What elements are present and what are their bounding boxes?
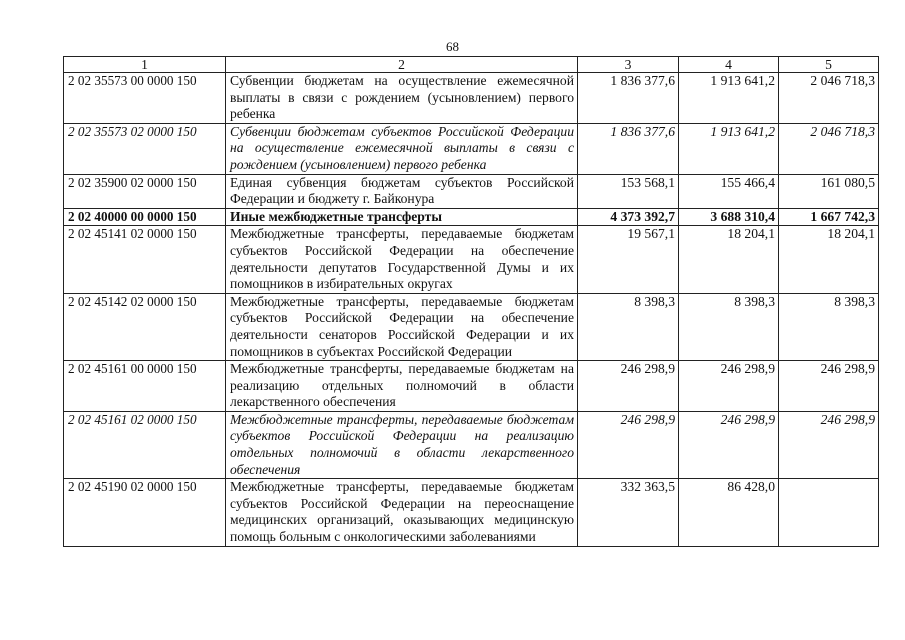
value-col-5: 246 298,9: [779, 411, 879, 478]
table-row: [64, 293, 879, 360]
column-header-value-5: 5: [779, 57, 879, 73]
value-col-5: 18 204,1: [779, 226, 879, 293]
budget-code: 2 02 40000 00 0000 150: [64, 208, 226, 226]
table-row: [64, 208, 879, 226]
value-col-4: 246 298,9: [679, 361, 779, 412]
value-col-5: 2 046 718,3: [779, 73, 879, 124]
page-number: 68: [446, 39, 459, 54]
value-col-4: 155 466,4: [679, 174, 779, 208]
description: Межбюджетные трансферты, передаваемые бюджетам субъектов Российской Федерации на реализацию отдельных полномочий в области лекарственного обеспечения: [226, 411, 578, 478]
description: Межбюджетные трансферты, передаваемые бюджетам субъектов Российской Федерации на обеспечение деятельности сенаторов Российской Федерации и их помощников в субъектах Российской Федерации: [226, 293, 578, 360]
value-col-3: 1 836 377,6: [578, 123, 679, 174]
budget-code: 2 02 45161 00 0000 150: [64, 361, 226, 412]
value-col-3: 19 567,1: [578, 226, 679, 293]
budget-code: 2 02 35573 02 0000 150: [64, 123, 226, 174]
description: Межбюджетные трансферты, передаваемые бюджетам субъектов Российской Федерации на обеспечение деятельности депутатов Государственной Думы и их помощников в избирательных округах: [226, 226, 578, 293]
table-row: [64, 479, 879, 546]
value-col-4: 1 913 641,2: [679, 123, 779, 174]
table-row: [64, 226, 879, 293]
value-col-5: 246 298,9: [779, 361, 879, 412]
value-col-3: 332 363,5: [578, 479, 679, 546]
budget-code: 2 02 45142 02 0000 150: [64, 293, 226, 360]
value-col-5: 2 046 718,3: [779, 123, 879, 174]
budget-code: 2 02 35573 00 0000 150: [64, 73, 226, 124]
column-number-row: [64, 57, 879, 73]
value-col-4: 3 688 310,4: [679, 208, 779, 226]
value-col-5: 8 398,3: [779, 293, 879, 360]
value-col-3: 246 298,9: [578, 361, 679, 412]
column-header-description: 2: [226, 57, 578, 73]
column-header-code: 1: [64, 57, 226, 73]
value-col-3: 246 298,9: [578, 411, 679, 478]
value-col-4: 1 913 641,2: [679, 73, 779, 124]
table-row: [64, 411, 879, 478]
description: Субвенции бюджетам субъектов Российской Федерации на осуществление ежемесячной выплаты в связи с рождением (усыновлением) первого ребенка: [226, 123, 578, 174]
description: Иные межбюджетные трансферты: [226, 208, 578, 226]
value-col-5: 161 080,5: [779, 174, 879, 208]
description: Межбюджетные трансферты, передаваемые бюджетам на реализацию отдельных полномочий в области лекарственного обеспечения: [226, 361, 578, 412]
value-col-4: 8 398,3: [679, 293, 779, 360]
value-col-3: 1 836 377,6: [578, 73, 679, 124]
table-row: [64, 73, 879, 124]
description: Единая субвенция бюджетам субъектов Российской Федерации и бюджету г. Байконура: [226, 174, 578, 208]
value-col-5: 1 667 742,3: [779, 208, 879, 226]
budget-code: 2 02 35900 02 0000 150: [64, 174, 226, 208]
table-row: [64, 123, 879, 174]
budget-code: 2 02 45141 02 0000 150: [64, 226, 226, 293]
budget-table: [63, 56, 879, 547]
description: Межбюджетные трансферты, передаваемые бюджетам субъектов Российской Федерации на переоснащение медицинских организаций, оказывающих медицинскую помощь больным с онкологическими заболеваниями: [226, 479, 578, 546]
table-row: [64, 361, 879, 412]
description: Субвенции бюджетам на осуществление ежемесячной выплаты в связи с рождением (усыновлением) первого ребенка: [226, 73, 578, 124]
value-col-4: 86 428,0: [679, 479, 779, 546]
value-col-5: [779, 479, 879, 546]
value-col-3: 153 568,1: [578, 174, 679, 208]
value-col-3: 4 373 392,7: [578, 208, 679, 226]
value-col-3: 8 398,3: [578, 293, 679, 360]
value-col-4: 246 298,9: [679, 411, 779, 478]
table-row: [64, 174, 879, 208]
budget-code: 2 02 45161 02 0000 150: [64, 411, 226, 478]
budget-code: 2 02 45190 02 0000 150: [64, 479, 226, 546]
column-header-value-3: 3: [578, 57, 679, 73]
value-col-4: 18 204,1: [679, 226, 779, 293]
column-header-value-4: 4: [679, 57, 779, 73]
